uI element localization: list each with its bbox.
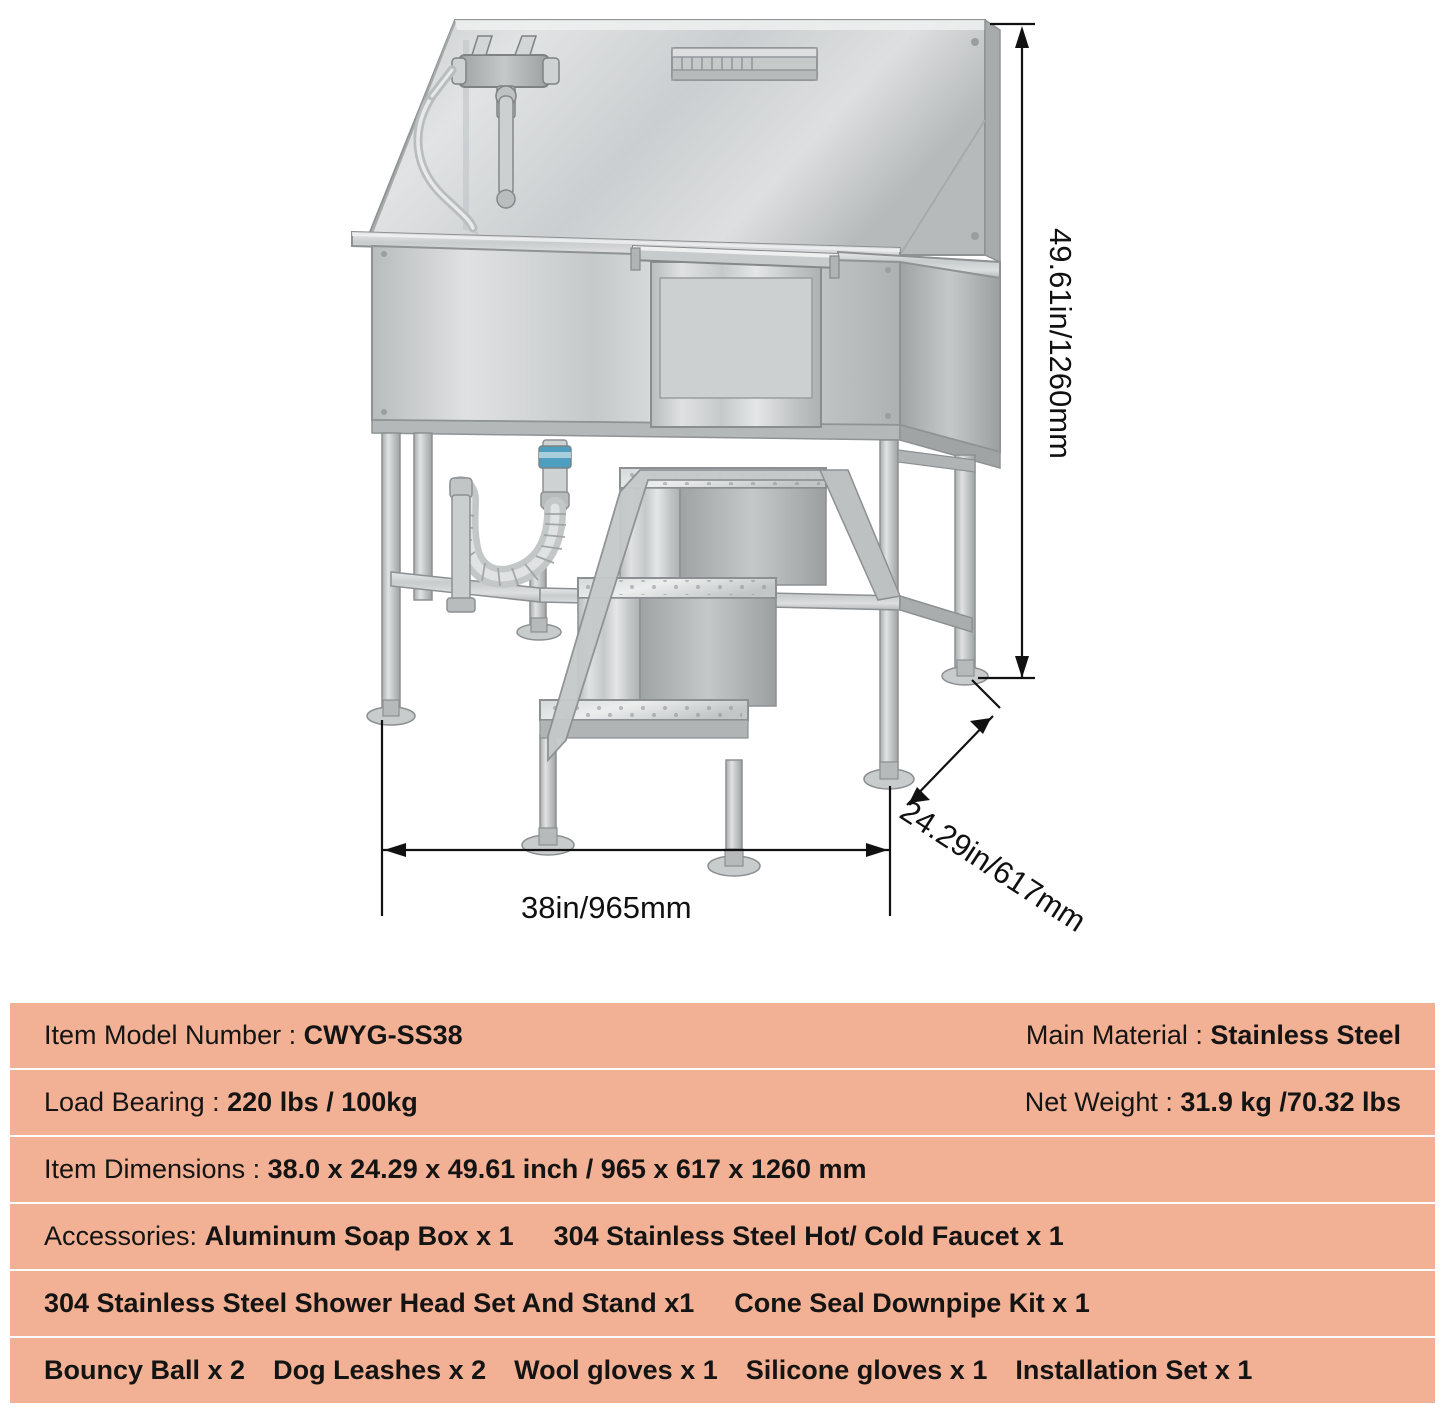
table-row [10,1069,1435,1136]
spec-value-material: Stainless Steel [1210,1020,1401,1050]
spec-cell-model [10,1003,762,1069]
spec-value-accessory-dog-leashes: Dog Leashes x 2 [273,1355,487,1385]
spec-label-dimensions: Item Dimensions : [44,1154,268,1184]
spec-cell-material [762,1003,1435,1069]
spec-value-accessory-wool-gloves: Wool gloves x 1 [514,1355,718,1385]
spec-label-material: Main Material : [1025,1020,1211,1050]
spec-value-accessory-soap-box: Aluminum Soap Box x 1 [204,1221,514,1251]
soap-basket [672,48,817,80]
step-ladder [540,468,900,760]
spec-value-net-weight: 31.9 kg /70.32 lbs [1180,1087,1401,1117]
table-row [10,1003,1435,1069]
spec-cell-accessories-3 [10,1337,1435,1403]
table-row [10,1136,1435,1203]
spec-value-accessory-bouncy-ball: Bouncy Ball x 2 [44,1355,246,1385]
spec-label-model: Item Model Number : [44,1020,304,1050]
spec-value-dimensions: 38.0 x 24.29 x 49.61 inch / 965 x 617 x 1260 mm [267,1154,867,1184]
dimension-label-depth: 24.29in/617mm [893,793,1093,939]
spec-cell-accessories-1 [10,1203,1435,1270]
spec-cell-dimensions [10,1136,1435,1203]
spec-value-accessory-downpipe: Cone Seal Downpipe Kit x 1 [734,1288,1090,1318]
spec-value-accessory-shower-head: 304 Stainless Steel Shower Head Set And Stand x1 [44,1288,695,1318]
spec-value-model: CWYG-SS38 [303,1020,463,1050]
spec-label-net-weight: Net Weight : [1024,1087,1181,1117]
spec-value-accessory-faucet: 304 Stainless Steel Hot/ Cold Faucet x 1 [553,1221,1064,1251]
table-row [10,1270,1435,1337]
spec-cell-load-bearing [10,1069,762,1136]
dimension-label-width: 38in/965mm [521,890,692,925]
spec-cell-net-weight [762,1069,1435,1136]
table-row [10,1337,1435,1403]
spec-value-accessory-silicone-gloves: Silicone gloves x 1 [745,1355,988,1385]
downpipe-assembly [447,440,571,612]
spec-value-accessory-installation-set: Installation Set x 1 [1015,1355,1253,1385]
spec-label-accessories: Accessories: [44,1221,205,1251]
spec-value-load-bearing: 220 lbs / 100kg [227,1087,418,1117]
spec-cell-accessories-2 [10,1270,1435,1337]
spec-label-load-bearing: Load Bearing : [44,1087,228,1117]
specification-table [10,1003,1435,1403]
dimension-label-height: 49.61in/1260mm [1043,228,1078,459]
table-row [10,1203,1435,1270]
